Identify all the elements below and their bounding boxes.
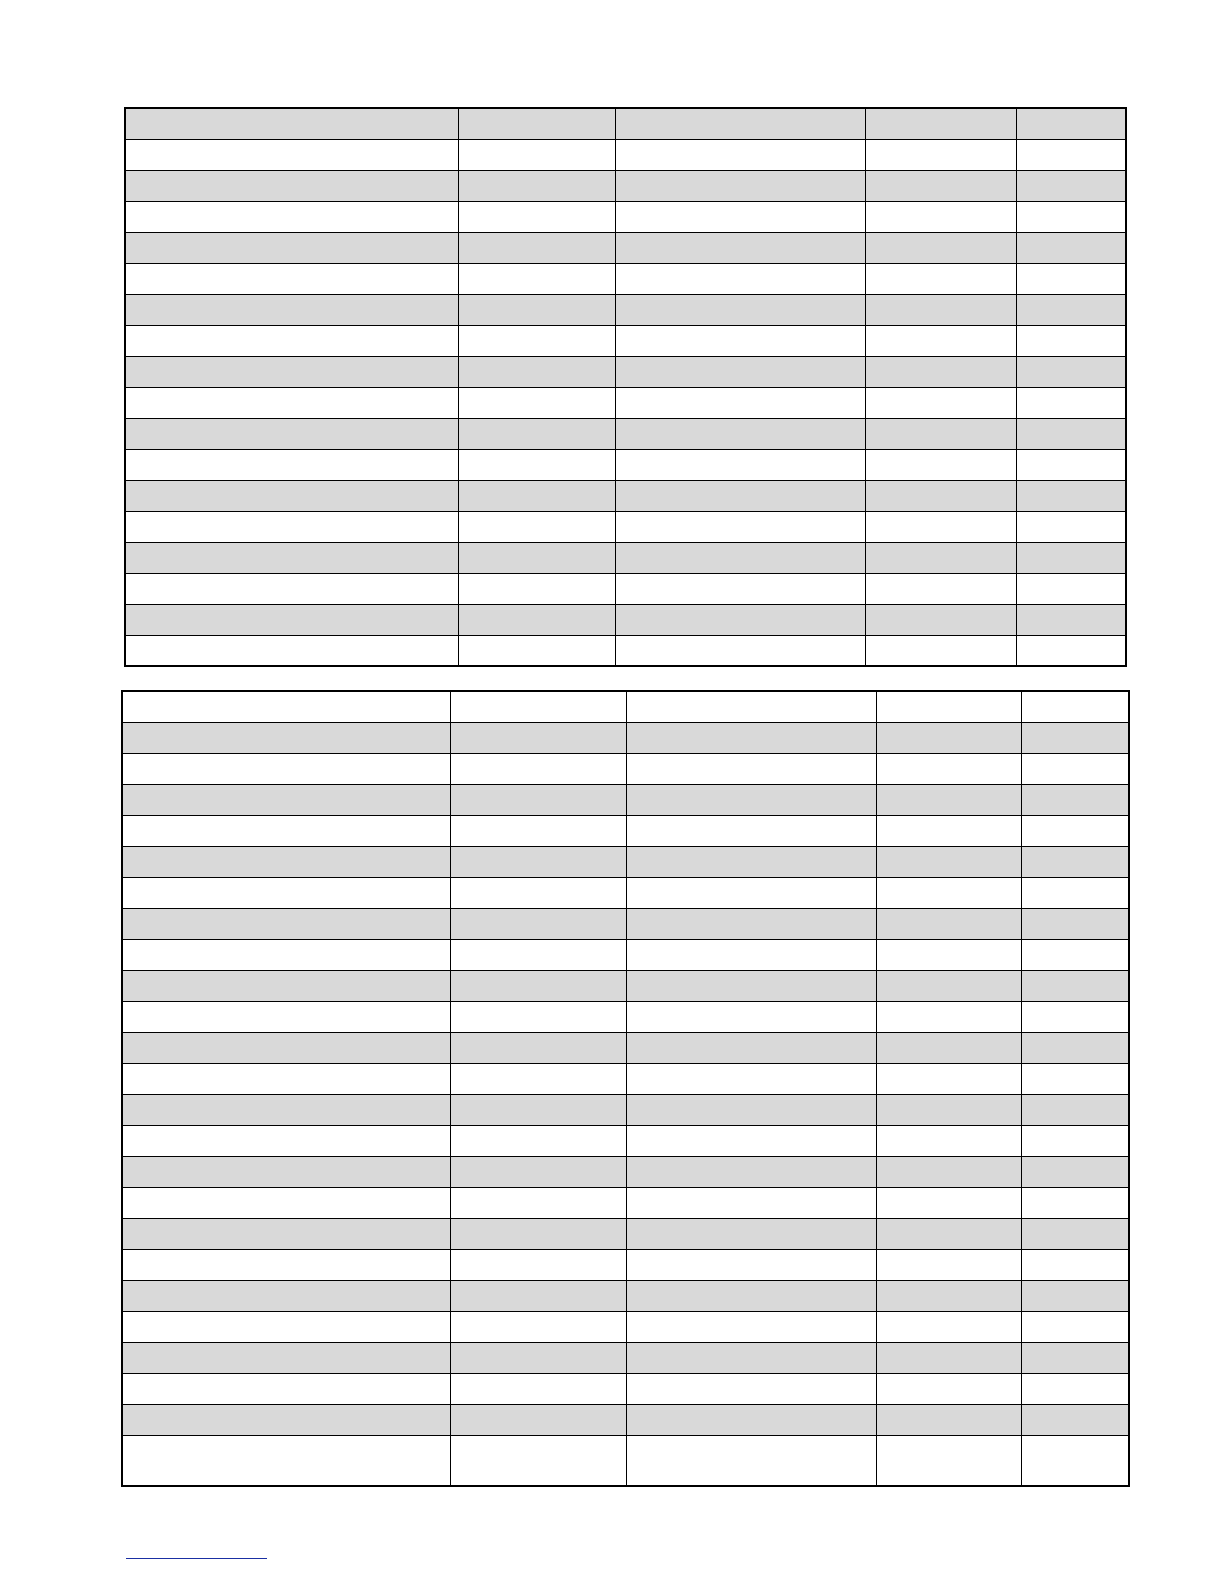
table-cell [615, 604, 865, 635]
table-cell [1021, 722, 1129, 753]
table-cell [615, 573, 865, 604]
table-cell [458, 449, 615, 480]
table-cell [626, 753, 876, 784]
table-row [122, 1404, 1129, 1435]
table-row [122, 1001, 1129, 1032]
table-cell [458, 201, 615, 232]
table-cell [122, 1032, 450, 1063]
table-cell [450, 1218, 626, 1249]
table-cell [122, 722, 450, 753]
table-cell [626, 691, 876, 722]
table-cell [122, 908, 450, 939]
table-cell [876, 1218, 1021, 1249]
table-cell [626, 722, 876, 753]
table-cell [615, 232, 865, 263]
table-cell [125, 542, 458, 573]
table-row [122, 1063, 1129, 1094]
table-cell [615, 108, 865, 139]
table-cell [125, 294, 458, 325]
table-row [125, 511, 1126, 542]
table-cell [876, 1001, 1021, 1032]
table-cell [626, 1001, 876, 1032]
table-row [125, 480, 1126, 511]
table-cell [626, 784, 876, 815]
table-row [122, 908, 1129, 939]
table-cell [122, 1342, 450, 1373]
table-cell [876, 908, 1021, 939]
table-cell [865, 542, 1016, 573]
table-row [122, 939, 1129, 970]
table-row [122, 1435, 1129, 1486]
table-cell [1021, 846, 1129, 877]
table-cell [458, 511, 615, 542]
table-cell [122, 753, 450, 784]
table-row [125, 418, 1126, 449]
table-cell [876, 939, 1021, 970]
table-cell [626, 939, 876, 970]
table-cell [1021, 1063, 1129, 1094]
table-cell [615, 263, 865, 294]
table-cell [876, 784, 1021, 815]
table-cell [122, 1218, 450, 1249]
table-cell [1016, 511, 1126, 542]
table-row [125, 604, 1126, 635]
table-cell [876, 970, 1021, 1001]
table-row [122, 722, 1129, 753]
table-cell [450, 1373, 626, 1404]
table-cell [450, 846, 626, 877]
table-cell [1021, 815, 1129, 846]
table-row [122, 1094, 1129, 1125]
table-cell [626, 815, 876, 846]
table-cell [865, 387, 1016, 418]
table-row [122, 970, 1129, 1001]
table-cell [122, 1001, 450, 1032]
table-cell [450, 1435, 626, 1486]
table-row [125, 325, 1126, 356]
table-row [122, 753, 1129, 784]
table-cell [125, 139, 458, 170]
table-row [125, 170, 1126, 201]
table-cell [458, 263, 615, 294]
table-cell [122, 1063, 450, 1094]
table-cell [876, 1249, 1021, 1280]
table-cell [876, 1280, 1021, 1311]
table-row [125, 201, 1126, 232]
table-cell [865, 356, 1016, 387]
table-cell [1021, 691, 1129, 722]
table-cell [1021, 1435, 1129, 1486]
table-cell [450, 691, 626, 722]
table-cell [626, 1342, 876, 1373]
table-cell [865, 294, 1016, 325]
table-cell [1021, 753, 1129, 784]
table-cell [450, 1032, 626, 1063]
table-cell [125, 232, 458, 263]
table-cell [865, 325, 1016, 356]
table-row [122, 1342, 1129, 1373]
table-cell [626, 877, 876, 908]
table-cell [876, 1311, 1021, 1342]
table-cell [122, 691, 450, 722]
table-cell [626, 1435, 876, 1486]
table-cell [450, 1125, 626, 1156]
table-cell [615, 449, 865, 480]
table-cell [458, 356, 615, 387]
table-cell [458, 635, 615, 666]
table-cell [876, 1187, 1021, 1218]
table-row [122, 691, 1129, 722]
table-cell [1016, 387, 1126, 418]
table-row [125, 449, 1126, 480]
table-cell [615, 387, 865, 418]
table-cell [1021, 1280, 1129, 1311]
table-cell [125, 201, 458, 232]
table-cell [865, 418, 1016, 449]
table-cell [1021, 1125, 1129, 1156]
table-row [122, 1032, 1129, 1063]
form-table-lower-body [122, 691, 1129, 1486]
table-cell [125, 480, 458, 511]
table-cell [876, 1125, 1021, 1156]
table-cell [450, 1063, 626, 1094]
table-cell [865, 170, 1016, 201]
table-cell [626, 1404, 876, 1435]
table-cell [1016, 294, 1126, 325]
table-cell [1016, 480, 1126, 511]
table-cell [876, 877, 1021, 908]
table-cell [876, 1063, 1021, 1094]
table-cell [458, 480, 615, 511]
table-cell [125, 604, 458, 635]
table-cell [450, 970, 626, 1001]
table-cell [122, 784, 450, 815]
table-cell [450, 1249, 626, 1280]
table-cell [458, 573, 615, 604]
table-cell [1021, 1249, 1129, 1280]
table-cell [122, 1156, 450, 1187]
table-cell [450, 1094, 626, 1125]
table-cell [125, 511, 458, 542]
table-row [122, 877, 1129, 908]
table-cell [1016, 263, 1126, 294]
table-cell [450, 815, 626, 846]
table-cell [1021, 1404, 1129, 1435]
table-cell [626, 1311, 876, 1342]
table-cell [458, 604, 615, 635]
table-cell [1016, 108, 1126, 139]
table-cell [450, 1404, 626, 1435]
table-cell [458, 418, 615, 449]
table-cell [615, 356, 865, 387]
table-cell [865, 201, 1016, 232]
table-cell [450, 1342, 626, 1373]
table-row [122, 1187, 1129, 1218]
table-cell [122, 970, 450, 1001]
table-cell [1021, 1187, 1129, 1218]
table-cell [876, 1404, 1021, 1435]
table-cell [876, 815, 1021, 846]
table-cell [876, 1342, 1021, 1373]
table-cell [615, 294, 865, 325]
table-cell [1016, 542, 1126, 573]
table-cell [125, 108, 458, 139]
table-cell [450, 1001, 626, 1032]
table-row [125, 263, 1126, 294]
table-cell [125, 449, 458, 480]
table-cell [450, 1187, 626, 1218]
table-cell [626, 846, 876, 877]
table-cell [615, 139, 865, 170]
table-cell [1016, 635, 1126, 666]
table-row [122, 784, 1129, 815]
table-row [125, 356, 1126, 387]
table-cell [615, 325, 865, 356]
table-cell [122, 1311, 450, 1342]
table-cell [865, 449, 1016, 480]
table-cell [458, 387, 615, 418]
form-table-lower [121, 690, 1130, 1487]
table-cell [865, 263, 1016, 294]
table-row [125, 294, 1126, 325]
table-row [125, 232, 1126, 263]
table-cell [865, 604, 1016, 635]
table-row [122, 1156, 1129, 1187]
table-cell [865, 573, 1016, 604]
table-cell [125, 325, 458, 356]
table-cell [865, 480, 1016, 511]
table-cell [615, 542, 865, 573]
table-cell [865, 511, 1016, 542]
table-row [125, 108, 1126, 139]
table-cell [450, 939, 626, 970]
table-row [122, 846, 1129, 877]
table-cell [1021, 1001, 1129, 1032]
table-cell [876, 846, 1021, 877]
table-cell [125, 170, 458, 201]
table-cell [450, 753, 626, 784]
table-cell [1016, 573, 1126, 604]
table-cell [1021, 877, 1129, 908]
table-cell [865, 108, 1016, 139]
table-cell [122, 877, 450, 908]
table-cell [1021, 939, 1129, 970]
table-cell [125, 573, 458, 604]
table-cell [615, 170, 865, 201]
table-cell [450, 1280, 626, 1311]
table-cell [615, 635, 865, 666]
table-cell [1016, 449, 1126, 480]
table-cell [1021, 784, 1129, 815]
table-cell [458, 139, 615, 170]
table-cell [1016, 356, 1126, 387]
form-table-upper [124, 107, 1127, 667]
table-cell [876, 1435, 1021, 1486]
table-row [122, 815, 1129, 846]
table-cell [626, 1280, 876, 1311]
table-cell [125, 356, 458, 387]
table-cell [626, 1218, 876, 1249]
table-row [122, 1280, 1129, 1311]
table-cell [458, 325, 615, 356]
footnote-rule [126, 1558, 267, 1559]
table-cell [458, 294, 615, 325]
table-cell [626, 908, 876, 939]
table-cell [450, 877, 626, 908]
table-cell [122, 815, 450, 846]
form-table-upper-body [125, 108, 1126, 666]
table-cell [615, 480, 865, 511]
table-cell [122, 1125, 450, 1156]
table-cell [458, 170, 615, 201]
table-row [125, 573, 1126, 604]
table-cell [450, 1156, 626, 1187]
table-cell [626, 970, 876, 1001]
table-row [125, 139, 1126, 170]
table-cell [1016, 170, 1126, 201]
table-cell [1021, 1094, 1129, 1125]
table-cell [122, 1404, 450, 1435]
table-cell [865, 139, 1016, 170]
table-cell [876, 691, 1021, 722]
table-cell [626, 1125, 876, 1156]
table-cell [626, 1032, 876, 1063]
table-cell [626, 1063, 876, 1094]
table-cell [1016, 139, 1126, 170]
table-cell [122, 939, 450, 970]
table-cell [450, 1311, 626, 1342]
table-cell [1016, 232, 1126, 263]
table-cell [876, 1032, 1021, 1063]
table-row [122, 1249, 1129, 1280]
table-cell [876, 722, 1021, 753]
table-cell [876, 1094, 1021, 1125]
table-cell [865, 232, 1016, 263]
table-cell [122, 1373, 450, 1404]
table-cell [1021, 1156, 1129, 1187]
table-cell [1021, 1218, 1129, 1249]
table-cell [1021, 1311, 1129, 1342]
table-cell [122, 1249, 450, 1280]
table-cell [122, 1280, 450, 1311]
table-cell [1021, 908, 1129, 939]
table-cell [615, 418, 865, 449]
table-row [122, 1373, 1129, 1404]
table-cell [626, 1187, 876, 1218]
table-cell [615, 201, 865, 232]
table-cell [876, 1156, 1021, 1187]
table-cell [1016, 201, 1126, 232]
table-row [122, 1218, 1129, 1249]
table-row [122, 1311, 1129, 1342]
table-cell [1021, 970, 1129, 1001]
table-cell [1016, 325, 1126, 356]
table-row [125, 387, 1126, 418]
table-cell [450, 784, 626, 815]
table-cell [122, 1435, 450, 1486]
table-cell [615, 511, 865, 542]
table-cell [865, 635, 1016, 666]
table-cell [1021, 1373, 1129, 1404]
table-cell [122, 846, 450, 877]
table-cell [122, 1187, 450, 1218]
table-cell [125, 387, 458, 418]
table-cell [1016, 604, 1126, 635]
table-cell [626, 1094, 876, 1125]
table-row [122, 1125, 1129, 1156]
table-cell [876, 1373, 1021, 1404]
table-cell [626, 1249, 876, 1280]
table-cell [1021, 1032, 1129, 1063]
table-cell [1016, 418, 1126, 449]
table-cell [876, 753, 1021, 784]
table-row [125, 542, 1126, 573]
table-cell [450, 722, 626, 753]
table-cell [1021, 1342, 1129, 1373]
table-cell [125, 635, 458, 666]
table-cell [125, 418, 458, 449]
table-cell [626, 1156, 876, 1187]
table-cell [122, 1094, 450, 1125]
table-row [125, 635, 1126, 666]
table-cell [458, 232, 615, 263]
table-cell [450, 908, 626, 939]
table-cell [626, 1373, 876, 1404]
table-cell [458, 108, 615, 139]
table-cell [458, 542, 615, 573]
table-cell [125, 263, 458, 294]
